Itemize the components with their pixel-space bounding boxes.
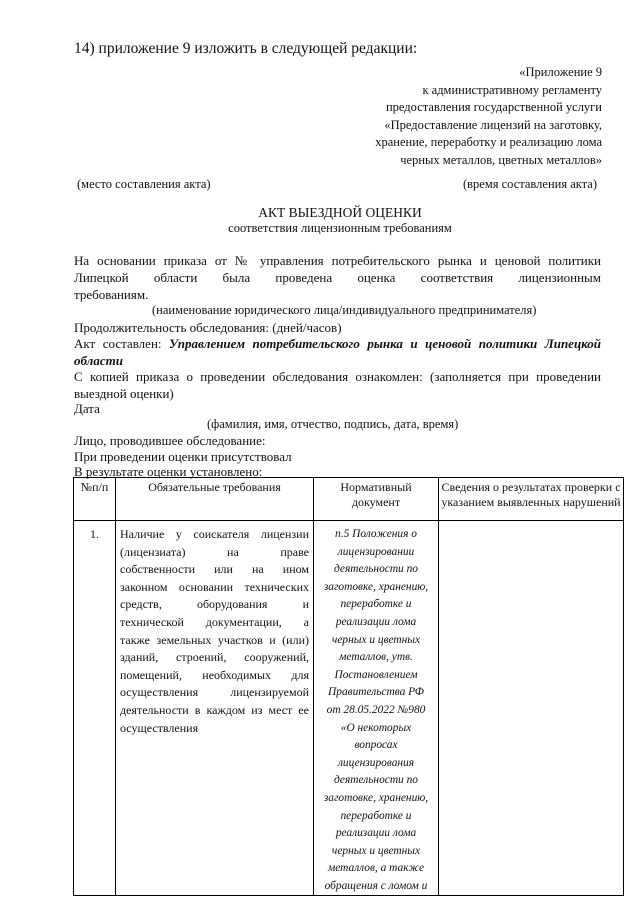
- appendix-line: «Предоставление лицензий на заготовку,: [384, 117, 602, 132]
- header-document: [314, 478, 439, 521]
- inspector-line: Лицо, проводившее обследование:: [74, 433, 266, 448]
- copy-line-cont: выездной оценки): [74, 386, 174, 401]
- row-requirement: [116, 521, 314, 896]
- requirement-line: зданий, строений, сооружений,: [120, 650, 309, 665]
- time-label: (время составления акта): [462, 177, 597, 191]
- document-line: металлов, а также: [327, 862, 425, 875]
- document-line: металлов, утв.: [339, 651, 413, 664]
- requirement-line: также земельных участков и (или): [120, 632, 309, 647]
- document-line: переработке и: [340, 809, 412, 822]
- document-line: «О некоторых: [340, 721, 412, 734]
- requirement-line: собственности или на ином: [120, 562, 309, 577]
- requirement-line: Наличие у соискателя лицензии: [120, 527, 309, 541]
- document-line: черных и цветных: [331, 633, 421, 646]
- basis-line: Липецкой области была проведена оценка соответствия лицензионным: [74, 270, 601, 285]
- appendix-line: хранение, переработку и реализацию лома: [375, 135, 602, 150]
- place-label: (место составления акта): [77, 177, 211, 191]
- signature-caption: (фамилия, имя, отчество, подпись, дата, время): [207, 417, 459, 431]
- document-line: деятельности по: [334, 774, 418, 787]
- result-line: В результате оценки установлено:: [74, 464, 263, 479]
- document-line: деятельности по: [334, 563, 418, 576]
- requirement-line: осуществления лицензируемой: [120, 685, 309, 700]
- row-result: [439, 521, 624, 896]
- intro-line: 14) приложение 9 изложить в следующей редакции:: [74, 40, 418, 57]
- requirement-line: (лицензиата) на праве: [120, 544, 309, 559]
- copy-line: С копией приказа о проведении обследования ознакомлен: (заполняется при проведении: [74, 369, 601, 384]
- header-requirements: Обязательные требования: [116, 478, 314, 521]
- table-header-row: [74, 478, 624, 521]
- row-number: 1.: [74, 521, 116, 896]
- document-line: заготовке, хранению,: [323, 791, 429, 804]
- appendix-line: «Приложение 9: [519, 65, 602, 79]
- header-results-line: Сведения о результатах проверки с: [441, 480, 621, 494]
- requirement-line: помещений, необходимых для: [120, 667, 309, 682]
- document-line: заготовке, хранению,: [323, 580, 429, 593]
- document-line: вопросах: [354, 739, 398, 752]
- document-line: обращения с ломом и: [324, 879, 428, 892]
- document-line: черных и цветных: [331, 844, 421, 857]
- requirement-line: технической документации, а: [120, 614, 309, 629]
- basis-line: требованиям.: [74, 287, 149, 302]
- composed-by-cont: области: [74, 353, 123, 368]
- document-line: реализации лома: [335, 615, 417, 628]
- header-num: №п/п: [74, 478, 116, 521]
- header-document-line: Нормативный: [340, 480, 412, 494]
- composed-line: [74, 336, 601, 352]
- act-subtitle: соответствия лицензионным требованиям: [228, 221, 452, 235]
- table-row: [74, 521, 624, 896]
- date-label: Дата: [74, 401, 100, 416]
- document-line: лицензирования: [337, 756, 415, 769]
- composed-by: Управлением потребительского рынка и ценовой политики Липецкой: [169, 336, 601, 351]
- duration-line: Продолжительность обследования: (дней/часов): [74, 320, 342, 335]
- header-document-line: документ: [351, 495, 401, 509]
- row-document: [314, 521, 439, 896]
- document-line: переработке и: [340, 598, 412, 611]
- document-line: Постановлением: [334, 668, 418, 681]
- document-line: Правительства РФ: [328, 686, 424, 699]
- document-line: лицензировании: [337, 545, 415, 558]
- document-line: п.5 Положения о: [335, 528, 417, 540]
- document-line: реализации лома: [335, 827, 417, 840]
- document-line: от 28.05.2022 №980: [326, 703, 426, 716]
- entity-caption: (наименование юридического лица/индивидуального предпринимателя): [152, 303, 537, 317]
- header-results: [439, 478, 624, 521]
- present-line: При проведении оценки присутствовал: [74, 449, 292, 464]
- appendix-line: черных металлов, цветных металлов»: [400, 152, 602, 167]
- header-results-line: указанием выявленных нарушений: [441, 495, 621, 509]
- requirement-line: осуществления: [120, 720, 199, 735]
- composed-prefix: Акт составлен:: [74, 336, 162, 351]
- appendix-header: [375, 64, 602, 170]
- appendix-line: к административному регламенту: [422, 82, 602, 97]
- requirement-line: средств, оборудования и: [120, 597, 309, 612]
- appendix-line: предоставления государственной услуги: [385, 100, 602, 115]
- requirement-line: законном основании технических: [120, 579, 309, 594]
- basis-line: На основании приказа от № управления потребительского рынка и ценовой политики: [74, 253, 601, 268]
- act-title: АКТ ВЫЕЗДНОЙ ОЦЕНКИ: [258, 205, 422, 220]
- requirement-line: деятельности в каждом из мест ее: [120, 702, 309, 717]
- requirements-table: [73, 477, 624, 896]
